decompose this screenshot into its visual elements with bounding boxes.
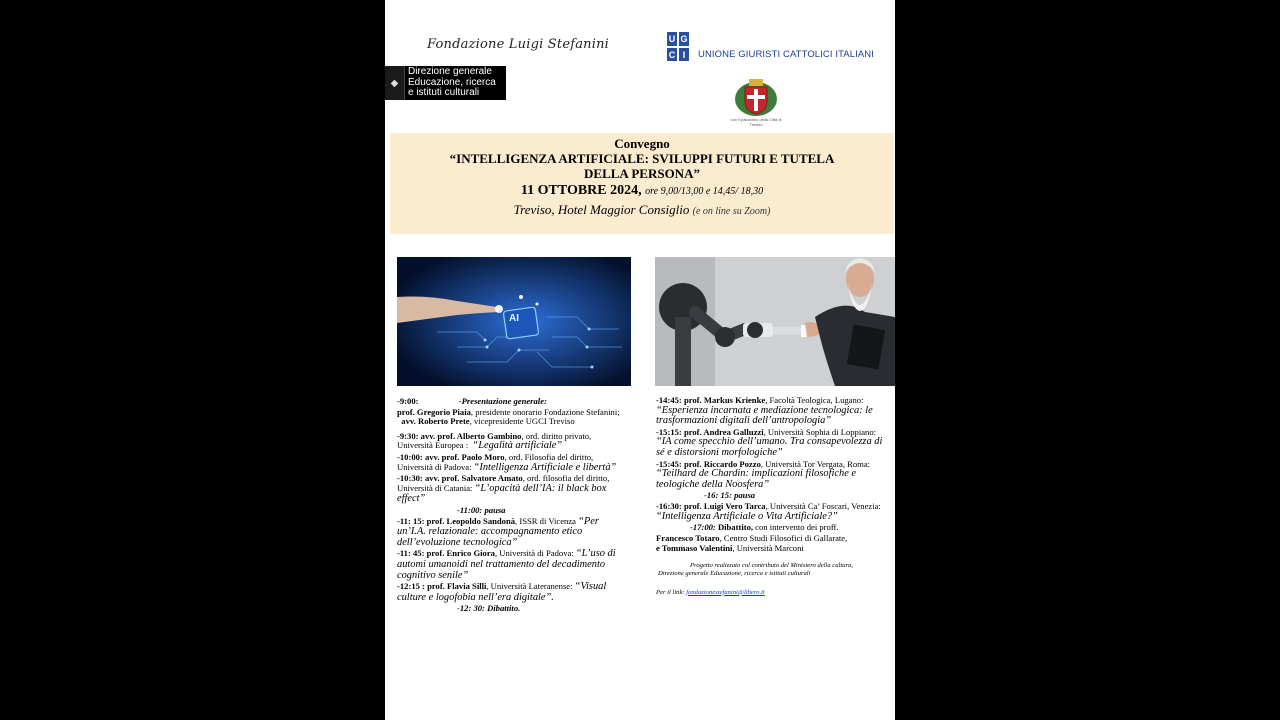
ugci-letter: U [666, 31, 678, 47]
program-item: -10:00: avv. prof. Paolo Moro, ord. Filosofia del diritto, Università di Padova: “Intelligenza Artificiale e libertà” [397, 451, 617, 473]
link-label: Per il link: [656, 588, 685, 596]
program-item: -14:45: prof. Markus Krienke, Facoltà Teologica, Lugano: “Esperienza incarnata e mediazione tecnologica: le trasformazioni digitali dell’antropologia” [656, 395, 873, 427]
robot-handshake-image [655, 257, 895, 386]
email-link[interactable]: fondazionestefanini@libero.it [686, 588, 765, 596]
program-item: -9:00: -Presentazione generale: [397, 396, 547, 406]
zoom-link-line [656, 588, 890, 598]
poster-page [385, 0, 895, 720]
ai-label: AI [509, 313, 519, 324]
dg-line3: e istituti culturali [408, 87, 480, 98]
ugci-letter: G [678, 31, 690, 47]
credit-line2: Direzione generale Educazione, ricerca e istituti culturali [658, 570, 811, 578]
program-debate: -17:00: Dibattito, con intervento dei proff. [690, 522, 839, 533]
ugci-letters [666, 31, 690, 61]
ugci-name: UNIONE GIURISTI CATTOLICI ITALIANI [698, 49, 875, 60]
venue-line [390, 202, 894, 218]
conference-title [390, 151, 894, 181]
stefanini-logo: Fondazione Luigi Stefanini [427, 37, 610, 52]
program-item: Francesco Totaro, Centro Studi Filosofici di Gallarate, [656, 532, 848, 543]
dg-line1: Direzione generale [408, 66, 492, 77]
venue: Treviso, Hotel Maggior Consiglio [513, 202, 690, 217]
program-item: prof. Gregorio Piaia, presidente onorario Fondazione Stefanini; avv. Roberto Prete, vicepresidente UGCI Treviso [397, 406, 620, 427]
program-afternoon [656, 396, 890, 597]
ugci-logo [666, 31, 874, 61]
program-break: -16: 15: pausa [704, 490, 756, 501]
program-item: -12:15 : prof. Flavia Silli, Università Lateranense: “Visual culture e logofobia nell’era digitale”. [397, 581, 607, 603]
title-line2: DELLA PERSONA” [584, 166, 700, 181]
date-line [390, 183, 894, 199]
credit-line1: Progetto realizzato col contributo del Ministero della cultura, [690, 561, 853, 569]
program-debate: -12: 30: Dibattito. [457, 603, 521, 614]
ugci-letter: I [678, 47, 690, 63]
event-hours: ore 9,00/13,00 e 14,45/ 18,30 [645, 186, 764, 197]
event-date: 11 OTTOBRE 2024, [520, 183, 642, 198]
program-item: -16:30: prof. Luigi Vero Tarca, Università Ca’ Foscari, Venezia: “Intelligenza Artificiale o Vita Artificiale?” [656, 500, 881, 522]
ai-hand-image [397, 257, 631, 386]
zoom-note: (e on line su Zoom) [692, 206, 771, 217]
program-item: -9:30: avv. prof. Alberto Gambino, ord. diritto privato, Università Europea : “Legalità artificiale” [397, 430, 592, 452]
dg-line2: Educazione, ricerca [408, 76, 496, 88]
program-item: -15:45: prof. Riccardo Pozzo, Università Tor Vergata, Roma: “Teilhard de Chardin: implicazioni filosofiche e teologiche della Noosfera” [656, 458, 871, 490]
ugci-letter: C [666, 47, 678, 63]
program-item: -11: 45: prof. Enrico Giora, Università di Padova: “L’uso di automi umanoidi nel trattamento del decadimento cognitivo senile” [397, 548, 616, 581]
program-item: e Tommaso Valentini, Università Marconi [656, 543, 804, 554]
coat-caption: con il patrocinio della Città di Treviso [730, 117, 782, 127]
title-box [390, 133, 894, 234]
treviso-coat-of-arms [730, 75, 782, 131]
program-morning [397, 397, 629, 615]
direzione-generale-logo [385, 66, 506, 100]
mic-logo-icon: ◆ [385, 66, 405, 100]
program-break: -11:00: pausa [457, 504, 506, 515]
program-item: -15:15: prof. Andrea Galluzzi, Università Sophia di Loppiano: “IA come specchio dell’umano. Tra consapevolezza di sé e distorsioni morfologiche” [656, 426, 883, 458]
convegno-label: Convegno [614, 136, 670, 151]
robot-and-man-illustration [655, 257, 895, 386]
coat-of-arms-icon [730, 75, 782, 117]
program-item: -11: 15: prof. Leopoldo Sandonà, ISSR di Vicenza “Per un’I.A. relazionale: accompagnamento etico dell’evoluzione tecnologica” [397, 515, 599, 548]
title-line1: “INTELLIGENZA ARTIFICIALE: SVILUPPI FUTURI E TUTELA [449, 151, 835, 166]
program-item: -10:30: avv. prof. Salvatore Amato, ord. filosofia del diritto, Università di Catania: “L’opacità dell’IA: il black box effect” [397, 473, 610, 505]
